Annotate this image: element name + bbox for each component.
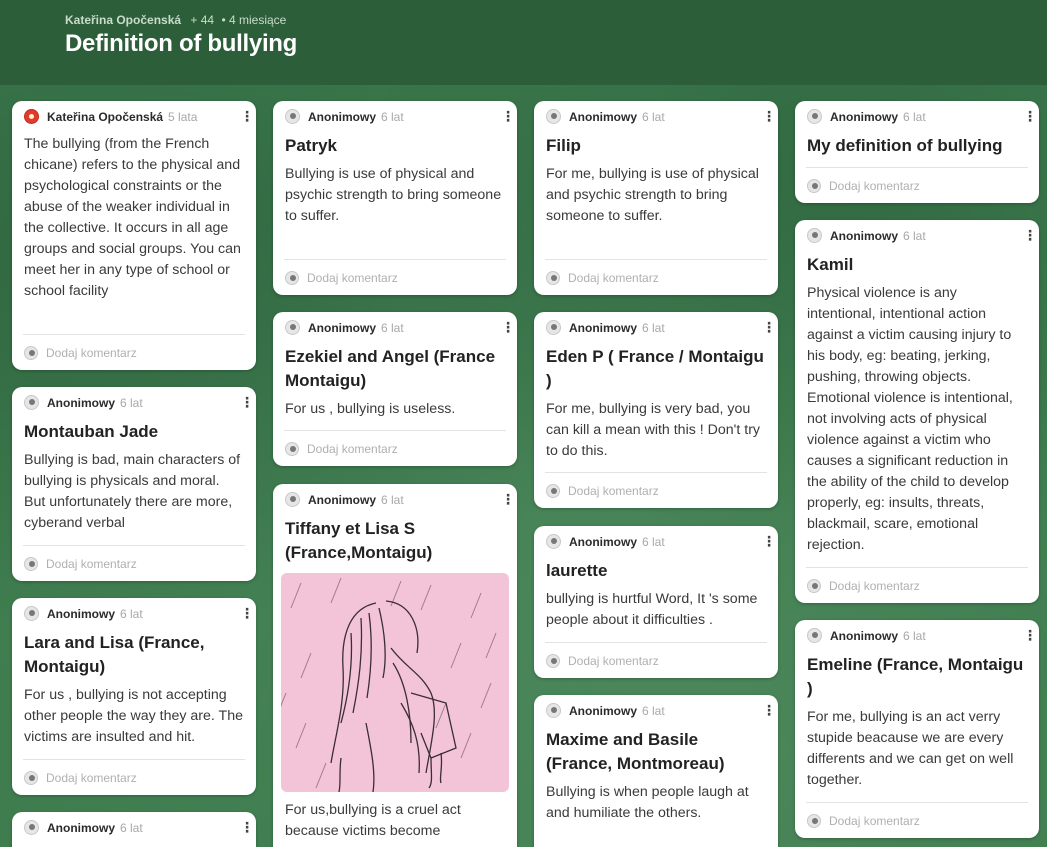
more-options-icon[interactable]: ⋮	[1023, 108, 1037, 124]
post-author: Anonimowy	[308, 320, 376, 335]
post-header	[12, 101, 256, 132]
post-card[interactable]	[795, 620, 1039, 838]
post-header	[273, 312, 517, 343]
board-header	[0, 0, 1047, 85]
avatar	[24, 606, 39, 621]
post-age: 6 lat	[642, 320, 665, 335]
avatar	[807, 228, 822, 243]
post-age: 6 lat	[381, 492, 404, 507]
post-title: Tiffany et Lisa S (France,Montaigu)	[285, 519, 433, 562]
post-author: Anonimowy	[830, 228, 898, 243]
post-card[interactable]	[534, 526, 778, 678]
more-options-icon[interactable]: ⋮	[762, 319, 776, 335]
add-comment-label[interactable]: Dodaj komentarz	[568, 483, 659, 498]
post-age: 6 lat	[903, 228, 926, 243]
post-author: Anonimowy	[569, 534, 637, 549]
girl-in-rain-illustration	[281, 573, 509, 792]
post-card[interactable]	[12, 387, 256, 581]
add-comment-label[interactable]: Dodaj komentarz	[829, 178, 920, 193]
post-card[interactable]	[534, 695, 778, 847]
comment-avatar	[807, 179, 821, 193]
post-header	[795, 101, 1039, 132]
avatar	[24, 820, 39, 835]
add-comment-label[interactable]: Dodaj komentarz	[46, 556, 137, 571]
more-options-icon[interactable]: ⋮	[240, 605, 254, 621]
avatar	[807, 628, 822, 643]
post-title: Maxime and Basile (France, Montmoreau)	[546, 730, 725, 773]
post-body: The bullying (from the French chicane) refers to the physical and psychological constraints or the abuse of the weaker individual in the collective. It occurs in all age groups and social groups. You can meet her in any type of school or school facility	[24, 136, 241, 299]
post-author: Anonimowy	[569, 320, 637, 335]
post-age: 6 lat	[381, 320, 404, 335]
add-comment-label[interactable]: Dodaj komentarz	[46, 345, 137, 360]
post-age: 6 lat	[642, 109, 665, 124]
add-comment[interactable]	[545, 259, 767, 295]
post-body: For me, bullying is very bad, you can kill a mean with this ! Don't try to do this.	[546, 401, 761, 459]
add-comment[interactable]	[23, 545, 245, 581]
comment-avatar	[807, 814, 821, 828]
post-body: For us , bullying is not accepting other people the way they are. The victims are insulted and hit.	[24, 687, 243, 745]
post-age: 6 lat	[642, 534, 665, 549]
post-age: 6 lat	[903, 109, 926, 124]
post-age: 6 lat	[120, 820, 143, 835]
comment-avatar	[285, 271, 299, 285]
post-body: Bullying is bad, main characters of bullying is physicals and moral. But unfortunately there are more, cyberand verbal	[24, 452, 241, 531]
add-comment[interactable]	[545, 472, 767, 508]
post-body: Bullying is use of physical and psychic strength to bring someone to suffer.	[285, 166, 502, 224]
post-header	[534, 101, 778, 132]
avatar	[285, 109, 300, 124]
more-options-icon[interactable]: ⋮	[240, 819, 254, 835]
add-comment[interactable]	[284, 259, 506, 295]
avatar	[546, 109, 561, 124]
post-title: Montauban Jade	[24, 422, 159, 441]
comment-avatar	[546, 654, 560, 668]
board-title: Definition of bullying	[65, 30, 298, 57]
post-card[interactable]	[534, 312, 778, 508]
avatar	[24, 109, 39, 124]
post-body: For me, bullying is use of physical and psychic strength to bring someone to suffer.	[546, 166, 759, 224]
post-title: Emeline (France, Montaigu )	[807, 655, 1024, 698]
post-header	[795, 220, 1039, 251]
post-author: Anonimowy	[830, 628, 898, 643]
add-comment[interactable]	[545, 642, 767, 678]
avatar	[24, 395, 39, 410]
post-title: Patryk	[285, 136, 337, 155]
post-author: Anonimowy	[569, 703, 637, 718]
add-comment[interactable]	[806, 167, 1028, 203]
post-author: Anonimowy	[47, 606, 115, 621]
post-author: Anonimowy	[830, 109, 898, 124]
board-author[interactable]: Kateřina Opočenská	[65, 13, 182, 27]
post-header	[795, 620, 1039, 651]
post-header	[12, 598, 256, 629]
add-comment-label[interactable]: Dodaj komentarz	[568, 653, 659, 668]
post-title: Kamil	[807, 255, 854, 274]
post-header	[273, 101, 517, 132]
post-body: For us,bullying is a cruel act because victims become	[285, 802, 461, 839]
add-comment-label[interactable]: Dodaj komentarz	[46, 770, 137, 785]
comment-avatar	[285, 442, 299, 456]
more-options-icon[interactable]: ⋮	[501, 108, 515, 124]
avatar	[807, 109, 822, 124]
post-card[interactable]	[12, 101, 256, 370]
post-card[interactable]	[273, 312, 517, 466]
post-card[interactable]	[795, 101, 1039, 203]
post-card[interactable]	[12, 812, 256, 847]
post-card[interactable]	[12, 598, 256, 795]
more-options-icon[interactable]: ⋮	[240, 394, 254, 410]
post-age: 6 lat	[642, 703, 665, 718]
post-author: Anonimowy	[308, 492, 376, 507]
post-header	[534, 312, 778, 343]
add-comment-label[interactable]: Dodaj komentarz	[307, 441, 398, 456]
post-body: Physical violence is any intentional, intentional action against a victim causing injury to his body, eg: beating, jerking, pushing, throwing objects. Emotional violence is intentional, not involving acts of physical violence against a victim who causes a significant reduction in the ability of the child to develop properly, eg: insults, threats, blackmail, scare, emotional rejection.	[807, 285, 1017, 553]
more-options-icon[interactable]: ⋮	[1023, 627, 1037, 643]
more-options-icon[interactable]: ⋮	[762, 108, 776, 124]
post-body: bullying is hurtful Word, It 's some people about it difficulties .	[546, 591, 758, 628]
add-comment-label[interactable]: Dodaj komentarz	[829, 813, 920, 828]
post-title: Filip	[546, 136, 581, 155]
post-card[interactable]	[534, 101, 778, 295]
post-author: Anonimowy	[569, 109, 637, 124]
post-age: 6 lat	[120, 606, 143, 621]
comment-avatar	[546, 484, 560, 498]
post-body: For us , bullying is useless.	[285, 401, 456, 417]
add-comment[interactable]	[806, 567, 1028, 603]
post-age: 6 lat	[903, 628, 926, 643]
add-comment-label[interactable]: Dodaj komentarz	[568, 270, 659, 285]
post-image[interactable]	[281, 573, 509, 792]
post-header	[12, 387, 256, 418]
post-card[interactable]	[273, 484, 517, 847]
post-header	[12, 812, 256, 843]
post-author: Kateřina Opočenská	[47, 109, 164, 124]
post-header	[273, 484, 517, 515]
post-author: Anonimowy	[47, 395, 115, 410]
comment-avatar	[546, 271, 560, 285]
post-header	[534, 526, 778, 557]
comment-avatar	[24, 557, 38, 571]
post-card[interactable]	[273, 101, 517, 295]
post-age: 6 lat	[120, 395, 143, 410]
avatar	[546, 703, 561, 718]
post-title: Ezekiel and Angel (France Montaigu)	[285, 347, 496, 390]
post-title: Eden P ( France / Montaigu )	[546, 347, 764, 390]
post-card[interactable]	[795, 220, 1039, 603]
comment-avatar	[807, 579, 821, 593]
comment-avatar	[24, 346, 38, 360]
add-comment[interactable]	[23, 759, 245, 795]
post-title: My definition of bullying	[807, 136, 1003, 155]
post-title: Lara and Lisa (France, Montaigu)	[24, 633, 205, 676]
avatar	[546, 320, 561, 335]
post-age: 5 lata	[168, 109, 198, 124]
post-title: laurette	[546, 561, 608, 580]
post-age: 6 lat	[381, 109, 404, 124]
more-options-icon[interactable]: ⋮	[240, 108, 254, 124]
post-author: Anonimowy	[47, 820, 115, 835]
add-comment[interactable]	[806, 802, 1028, 838]
avatar	[285, 320, 300, 335]
board-age: • 4 miesiące	[221, 13, 287, 27]
add-comment-label[interactable]: Dodaj komentarz	[307, 270, 398, 285]
board-meta	[65, 13, 286, 27]
more-options-icon[interactable]: ⋮	[501, 319, 515, 335]
add-comment[interactable]	[284, 430, 506, 466]
post-body: For me, bullying is an act verry stupide beacause we are every differents and we can get on well together.	[807, 709, 1014, 788]
avatar	[285, 492, 300, 507]
more-options-icon[interactable]: ⋮	[762, 533, 776, 549]
post-body: Bullying is when people laugh at and humiliate the others.	[546, 784, 749, 821]
post-author: Anonimowy	[308, 109, 376, 124]
add-comment[interactable]	[23, 334, 245, 370]
avatar	[546, 534, 561, 549]
post-header	[534, 695, 778, 726]
more-options-icon[interactable]: ⋮	[1023, 227, 1037, 243]
add-comment-label[interactable]: Dodaj komentarz	[829, 578, 920, 593]
more-options-icon[interactable]: ⋮	[501, 491, 515, 507]
more-options-icon[interactable]: ⋮	[762, 702, 776, 718]
contributors-count[interactable]: + 44	[190, 13, 215, 27]
comment-avatar	[24, 771, 38, 785]
